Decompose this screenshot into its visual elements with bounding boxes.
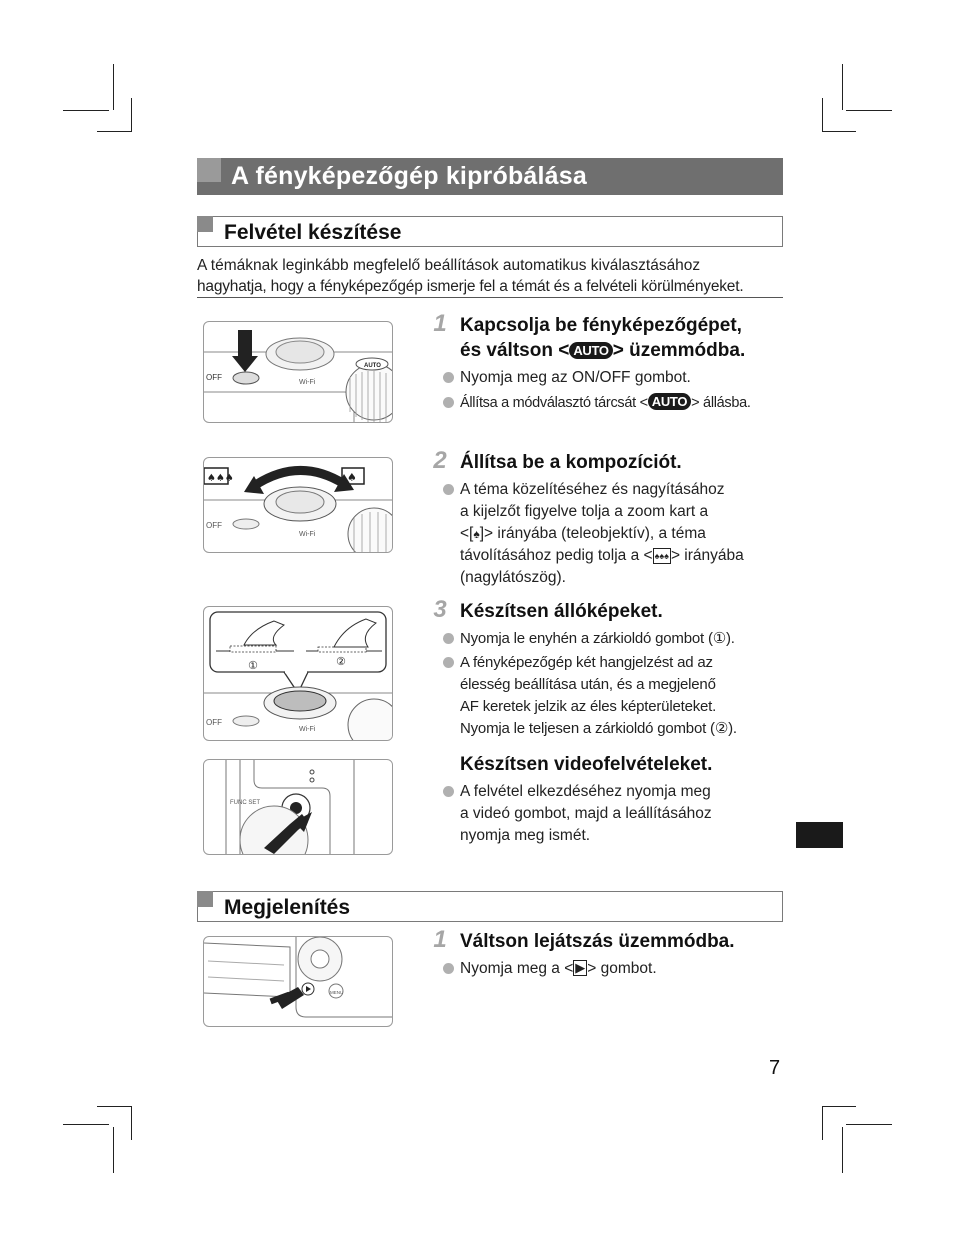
bullet-dot <box>443 633 454 644</box>
step-title: Váltson lejátszás üzemmódba. <box>460 931 735 952</box>
bullet-item <box>460 367 790 389</box>
crop-mark <box>131 1106 132 1140</box>
step-number: 1 <box>433 310 447 337</box>
menu-label: MENU <box>330 990 344 995</box>
illustration-zoom-lever <box>203 457 393 553</box>
bullet-line <box>460 545 790 567</box>
illustration-movie-button <box>203 759 393 855</box>
title-square-decoration <box>197 158 221 182</box>
bullet-line: AF keretek jelzik az éles képterületeket. <box>460 698 717 715</box>
crop-mark <box>842 1127 843 1173</box>
svg-text:♠♠♠: ♠♠♠ <box>207 473 234 484</box>
bullet-line: A téma közelítéséhez és nagyításához <box>460 481 725 498</box>
auto-mode-icon: AUTO <box>569 342 612 359</box>
bullet-line <box>460 523 790 545</box>
wifi-label: Wi-Fi <box>299 379 316 386</box>
step-number: 1 <box>433 926 447 953</box>
text-fragment: > üzemmódba. <box>612 340 746 361</box>
wide-icon: ♠♠♠ <box>653 548 671 564</box>
section-square-decoration <box>197 891 213 907</box>
bullet-dot <box>443 372 454 383</box>
svg-text:Wi-Fi: Wi-Fi <box>299 531 316 538</box>
bullet-line: a kijelzőt figyelve tolja a zoom kart a <box>460 503 709 520</box>
crop-mark <box>846 1124 892 1125</box>
bullet-line: nyomja meg ismét. <box>460 827 591 844</box>
crop-mark <box>822 1106 823 1140</box>
tele-icon: ♠ <box>473 527 480 541</box>
intro-text <box>197 255 787 297</box>
svg-text:OFF: OFF <box>206 521 222 530</box>
off-label: OFF <box>206 373 222 382</box>
step-title <box>460 313 790 363</box>
bullet-item <box>460 392 800 414</box>
intro-line: hagyhatja, hogy a fényképezőgép ismerje fel a témát és a felvételi körülményeket. <box>197 278 744 295</box>
bullet-dot <box>443 484 454 495</box>
crop-mark <box>846 110 892 111</box>
page-title-bar <box>197 158 783 195</box>
step-number: 2 <box>433 447 447 474</box>
bullet-line: A felvétel elkezdéséhez nyomja meg <box>460 783 711 800</box>
bullet-dot <box>443 963 454 974</box>
crop-mark <box>822 98 823 132</box>
bullet-item <box>460 781 790 847</box>
bullet-dot <box>443 786 454 797</box>
crop-mark <box>97 131 131 132</box>
play-icon: ▶ <box>575 960 586 975</box>
bullet-line: A fényképezőgép két hangjelzést ad az <box>460 654 713 671</box>
section-square-decoration <box>197 216 213 232</box>
bullet-line: élesség beállítása után, és a megjelenő <box>460 676 716 693</box>
crop-mark <box>131 98 132 132</box>
svg-text:♠: ♠ <box>347 471 357 484</box>
step-half-press-label: ① <box>248 659 258 672</box>
section-heading: Felvétel készítése <box>224 221 402 244</box>
text-fragment: ]> irányába (teleobjektív), a téma <box>479 525 706 542</box>
text-fragment: távolításához pedig tolja a < <box>460 547 653 564</box>
illustration-playback-button <box>203 936 393 1027</box>
bullet-line: (nagylátószög). <box>460 569 566 586</box>
text-fragment: Nyomja meg a < <box>460 960 574 977</box>
auto-label: AUTO <box>364 363 381 369</box>
bullet-dot <box>443 397 454 408</box>
svg-text:OFF: OFF <box>206 718 222 727</box>
intro-line: A témáknak leginkább megfelelő beállítások automatikus kiválasztásához <box>197 257 701 274</box>
divider <box>197 297 783 298</box>
text-fragment: Állítsa a módválasztó tárcsát < <box>460 395 648 411</box>
text-fragment: > állásba. <box>691 395 751 411</box>
text-fragment: és váltson < <box>460 340 570 361</box>
step-title-line <box>460 338 790 363</box>
bullet-text: Nyomja le enyhén a zárkioldó gombot (①). <box>460 630 735 647</box>
auto-mode-icon: AUTO <box>648 393 691 410</box>
text-fragment: > irányába <box>670 547 744 564</box>
crop-mark <box>63 1124 109 1125</box>
step-title: Készítsen állóképeket. <box>460 601 663 622</box>
section-header-playback <box>197 891 783 922</box>
step-number: 3 <box>433 596 447 623</box>
crop-mark <box>842 64 843 110</box>
bullet-item <box>460 958 790 980</box>
crop-mark <box>822 131 856 132</box>
step-title: Állítsa be a kompozíciót. <box>460 452 682 473</box>
bullet-line: a videó gombot, majd a leállításához <box>460 805 712 822</box>
illustration-power-button <box>203 321 393 423</box>
text-fragment: > gombot. <box>587 960 657 977</box>
section-header-shooting <box>197 216 783 247</box>
text-fragment: <[ <box>460 525 474 542</box>
bullet-text: Nyomja meg az ON/OFF gombot. <box>460 369 691 386</box>
illustration-shutter-button <box>203 606 393 741</box>
crop-mark <box>113 1127 114 1173</box>
crop-mark <box>97 1106 131 1107</box>
crop-mark <box>113 64 114 110</box>
bullet-dot <box>443 657 454 668</box>
page-title: A fényképezőgép kipróbálása <box>231 162 587 190</box>
svg-text:Wi-Fi: Wi-Fi <box>299 726 316 733</box>
bullet-line: Nyomja le teljesen a zárkioldó gombot (②). <box>460 720 737 737</box>
func-label: FUNC SET <box>230 800 260 806</box>
crop-mark <box>63 110 109 111</box>
chapter-tab <box>796 822 843 848</box>
section-heading: Megjelenítés <box>224 896 351 919</box>
step-title: Készítsen videofelvételeket. <box>460 754 713 775</box>
step-full-press-label: ② <box>336 655 346 668</box>
step-title-line: Kapcsolja be fényképezőgépet, <box>460 315 742 336</box>
crop-mark <box>822 1106 856 1107</box>
page-number: 7 <box>769 1057 781 1079</box>
bullet-item <box>460 652 800 740</box>
bullet-item <box>460 479 790 589</box>
bullet-item <box>460 628 800 650</box>
